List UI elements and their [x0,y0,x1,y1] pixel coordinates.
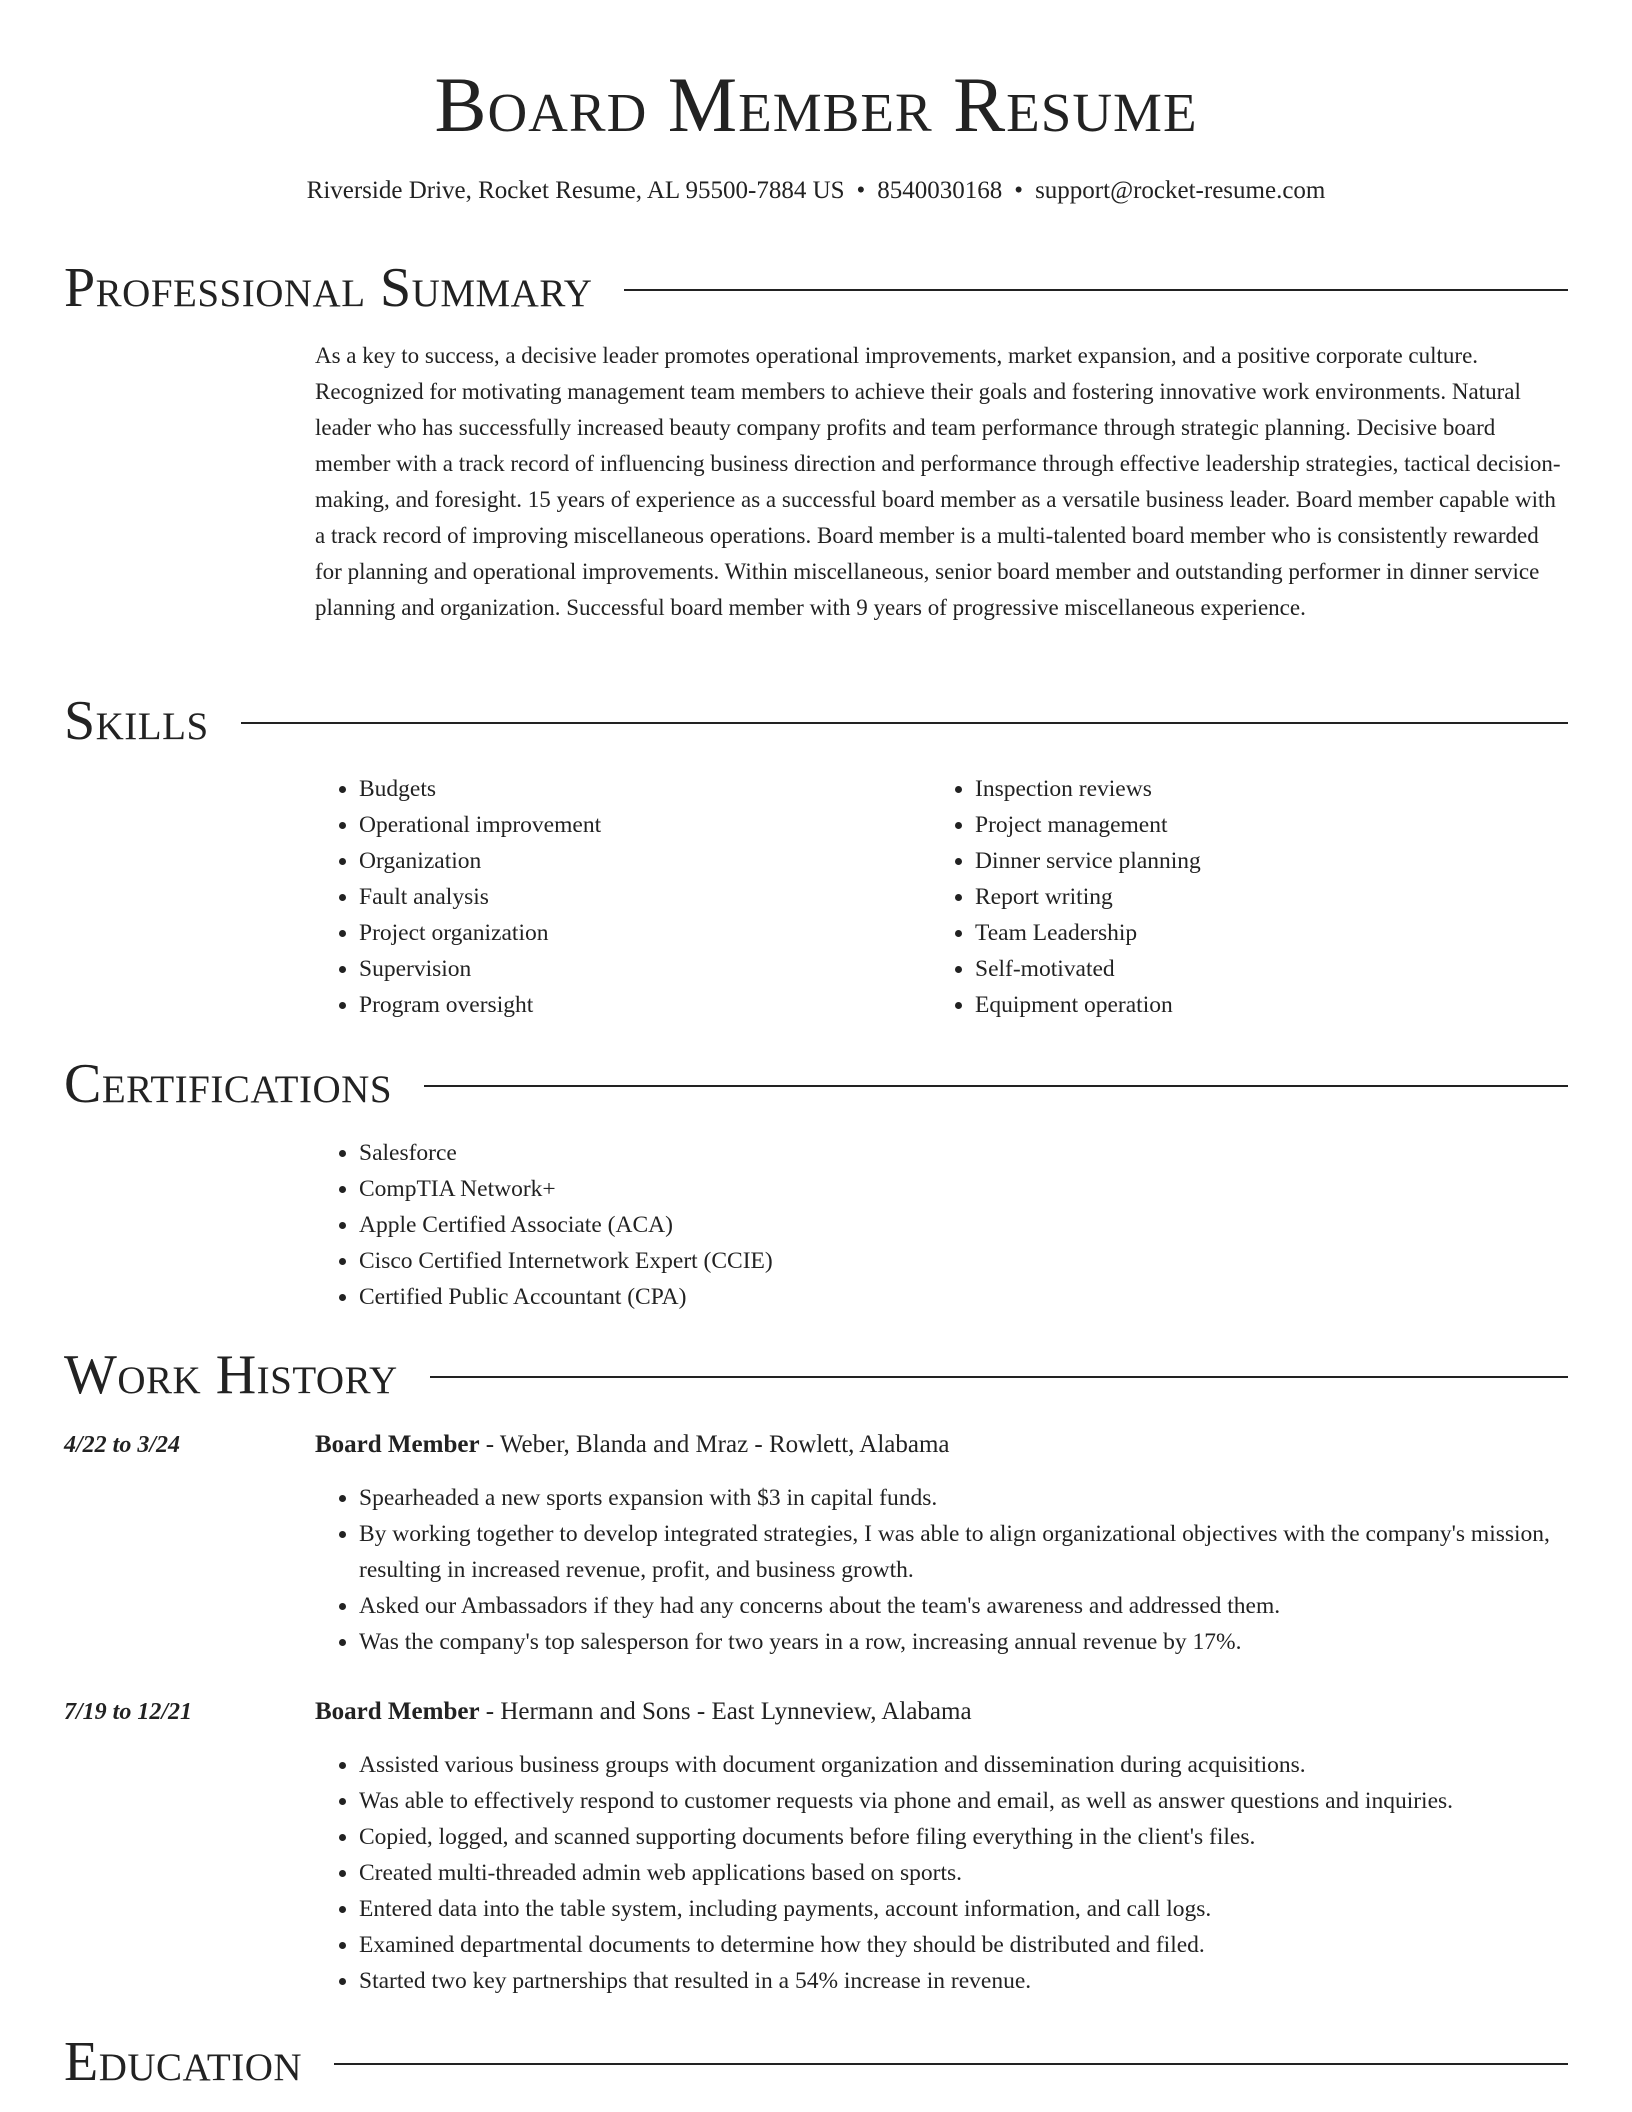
section-heading: Professional Summary [64,257,593,319]
job-title: Board Member [315,1698,480,1725]
section-heading: Work History [64,1344,398,1406]
skill-item: • Operational improvement [359,807,875,843]
job-bullet: • Created multi-threaded admin web applications based on sports. [359,1855,1570,1891]
job-bullet: • Started two key partnerships that resulted in a 54% increase in revenue. [359,1963,1570,1999]
job-employer: - Hermann and Sons - East Lynneview, Alabama [479,1698,972,1725]
skill-item: • Supervision [359,951,875,987]
section-divider [430,1376,1568,1378]
contact-line [0,174,1632,208]
contact-separator: • [1014,177,1024,204]
section-skills [64,689,1568,753]
skill-item: • Project organization [359,915,875,951]
certification-item: • CompTIA Network+ [359,1171,1215,1207]
certification-item: • Cisco Certified Internetwork Expert (CCIE) [359,1243,1215,1279]
job-bullet: • Asked our Ambassadors if they had any concerns about the team's awareness and addressed them. [359,1588,1570,1624]
skills-list-right [931,771,1491,1023]
section-divider [334,2063,1568,2065]
job-dates: 4/22 to 3/24 [64,1432,181,1458]
certification-item: • Certified Public Accountant (CPA) [359,1279,1215,1315]
section-heading: Education [64,2031,303,2093]
skill-item: • Report writing [975,879,1491,915]
contact-email: support@rocket-resume.com [1035,177,1326,204]
certifications-list [315,1135,1215,1315]
skill-item: • Self-motivated [975,951,1491,987]
section-education [64,2030,1568,2094]
contact-address: Riverside Drive, Rocket Resume, AL 95500-7884 US [306,177,845,204]
section-heading: Certifications [64,1053,393,1115]
section-work-history [64,1343,1568,1407]
job-bullet: • Assisted various business groups with document organization and dissemination during acquisitions. [359,1747,1570,1783]
job-bullets [315,1480,1570,1660]
skill-item: • Equipment operation [975,987,1491,1023]
job-title-line [315,1695,972,1729]
section-professional-summary [64,256,1568,320]
job-bullet: • Spearheaded a new sports expansion with $3 in capital funds. [359,1480,1570,1516]
skills-list-left [315,771,875,1023]
section-certifications [64,1052,1568,1116]
certification-item: • Salesforce [359,1135,1215,1171]
contact-separator: • [856,177,866,204]
skill-item: • Dinner service planning [975,843,1491,879]
job-employer: - Weber, Blanda and Mraz - Rowlett, Alabama [479,1431,950,1458]
summary-text: As a key to success, a decisive leader promotes operational improvements, market expansion, and a positive corporate culture. Recognized for motivating management team members to achieve their goals and fostering innovative work environments. Natural leader who has successfully increased beauty company profits and team performance through strategic planning. Decisive board member with a track record of influencing business direction and performance through effective leadership strategies, tactical decision-making, and foresight. 15 years of experience as a successful board member as a versatile business leader. Board member capable with a track record of improving miscellaneous operations. Board member is a multi-talented board member who is consistently rewarded for planning and operational improvements. Within miscellaneous, senior board member and outstanding performer in dinner service planning and organization. Successful board member with 9 years of progressive miscellaneous experience. [315,343,1561,620]
section-heading: Skills [64,690,209,752]
job-bullets [315,1747,1570,1999]
page-title: Board Member Resume [434,61,1198,148]
section-divider [624,289,1568,291]
skill-item: • Inspection reviews [975,771,1491,807]
skill-item: • Program oversight [359,987,875,1023]
section-divider [424,1085,1568,1087]
job-dates: 7/19 to 12/21 [64,1699,193,1725]
skill-item: • Organization [359,843,875,879]
section-divider [241,722,1568,724]
job-bullet: • Examined departmental documents to determine how they should be distributed and filed. [359,1927,1570,1963]
skill-item: • Budgets [359,771,875,807]
skill-item: • Fault analysis [359,879,875,915]
job-bullet: • Entered data into the table system, including payments, account information, and call logs. [359,1891,1570,1927]
job-bullet: • Was able to effectively respond to customer requests via phone and email, as well as answer questions and inquiries. [359,1783,1570,1819]
skill-item: • Project management [975,807,1491,843]
job-bullet: • Was the company's top salesperson for two years in a row, increasing annual revenue by 17%. [359,1624,1570,1660]
job-bullet: • By working together to develop integrated strategies, I was able to align organizational objectives with the company's mission, resulting in increased revenue, profit, and business growth. [359,1516,1570,1588]
job-title: Board Member [315,1431,480,1458]
job-bullet: • Copied, logged, and scanned supporting documents before filing everything in the client's files. [359,1819,1570,1855]
skill-item: • Team Leadership [975,915,1491,951]
contact-phone: 8540030168 [877,177,1003,204]
certification-item: • Apple Certified Associate (ACA) [359,1207,1215,1243]
job-title-line [315,1428,950,1462]
